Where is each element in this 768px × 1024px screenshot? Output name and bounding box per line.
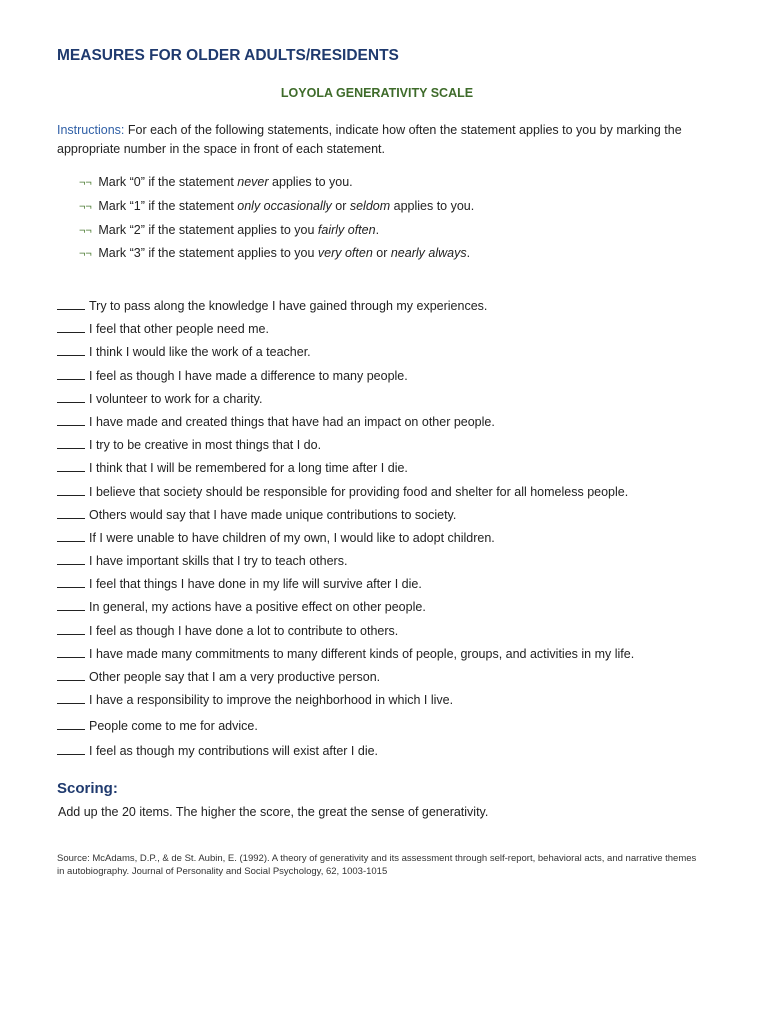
rating-key-text: applies to you. (390, 198, 475, 213)
statement-item (57, 716, 634, 742)
answer-blank[interactable] (57, 529, 85, 542)
instructions-paragraph (57, 121, 697, 159)
statement-text: Other people say that I am a very productive person. (89, 670, 381, 684)
rating-key-text: Mark “1” if the statement (94, 198, 238, 213)
bullet-icon: ¬¬ (79, 224, 92, 237)
statement-item (57, 366, 634, 389)
statement-item (57, 296, 634, 319)
scale-title: LOYOLA GENERATIVITY SCALE (280, 86, 474, 100)
statement-item (57, 389, 634, 412)
rating-key-item (79, 220, 474, 244)
instructions-text: For each of the following statements, indicate how often the statement applies to you by marking the appropriate number in the space in front of each statement. (57, 123, 682, 156)
statement-text: I have made and created things that have had an impact on other people. (89, 414, 495, 429)
statement-text: I feel as though my contributions will exist after I die. (89, 744, 379, 759)
statement-text: I have important skills that I try to teach others. (89, 554, 348, 569)
statement-item (57, 574, 634, 597)
statement-item (57, 644, 634, 667)
statement-text: I try to be creative in most things that I do. (89, 438, 322, 453)
answer-blank[interactable] (57, 483, 85, 496)
answer-blank[interactable] (57, 552, 85, 565)
answer-blank[interactable] (57, 645, 85, 658)
statement-item (57, 741, 634, 764)
statement-text: I feel that things I have done in my life will survive after I die. (89, 577, 422, 592)
rating-key-item (79, 172, 474, 196)
answer-blank[interactable] (57, 390, 85, 403)
statement-item (57, 551, 634, 574)
statement-item (57, 342, 634, 365)
page-title: MEASURES FOR OLDER ADULTS/RESIDENTS (57, 47, 399, 64)
rating-key-emphasis: fairly often (317, 222, 376, 237)
bullet-icon: ¬¬ (79, 177, 92, 189)
answer-blank[interactable] (57, 436, 85, 449)
statement-item (57, 597, 634, 620)
statement-text: I think I would like the work of a teacher. (89, 345, 311, 360)
rating-key-item (79, 243, 474, 267)
answer-blank[interactable] (57, 668, 85, 681)
answer-blank[interactable] (57, 691, 85, 704)
statement-item (57, 621, 634, 644)
answer-blank[interactable] (57, 343, 85, 356)
statement-item (57, 435, 634, 458)
answer-blank[interactable] (57, 320, 85, 333)
bullet-icon: ¬¬ (79, 248, 92, 261)
statement-text: I feel that other people need me. (89, 322, 269, 337)
rating-key-text: . (375, 222, 380, 237)
statement-text: I feel as though I have done a lot to contribute to others. (89, 623, 399, 638)
scoring-text: Add up the 20 items. The higher the score, the great the sense of generativity. (58, 805, 489, 819)
rating-key-emphasis: nearly always (390, 246, 467, 261)
instructions-label: Instructions: (57, 123, 125, 137)
source-citation: Source: McAdams, D.P., & de St. Aubin, E. (1992). A theory of generativity and its assessment through self-report, behavioral acts, and narrative themes in autobiography. Journal of Personality and Social Psychology, 62, 1003-1015 (57, 853, 697, 877)
rating-key-text: Mark “3” if the statement applies to you (94, 246, 318, 261)
statement-text: Try to pass along the knowledge I have gained through my experiences. (89, 299, 488, 313)
rating-key-emphasis: seldom (349, 198, 391, 213)
rating-key-emphasis: only occasionally (237, 198, 332, 213)
statement-list (57, 296, 634, 764)
bullet-icon: ¬¬ (79, 200, 92, 213)
statement-text: I believe that society should be responsible for providing food and shelter for all homeless people. (89, 484, 629, 499)
rating-key-text: or (372, 246, 391, 261)
statement-text: I feel as though I have made a difference to many people. (89, 368, 408, 383)
statement-text: In general, my actions have a positive effect on other people. (89, 600, 426, 615)
statement-item (57, 458, 634, 481)
rating-key-text: Mark “2” if the statement applies to you (94, 222, 318, 237)
answer-blank[interactable] (57, 413, 85, 426)
answer-blank[interactable] (57, 575, 85, 588)
rating-key-emphasis: never (237, 175, 269, 189)
answer-blank[interactable] (57, 297, 85, 310)
answer-blank[interactable] (57, 598, 85, 611)
statement-item (57, 528, 634, 551)
statement-text: Others would say that I have made unique contributions to society. (89, 507, 457, 522)
statement-text: People come to me for advice. (89, 718, 258, 733)
statement-item (57, 667, 634, 690)
statement-item (57, 482, 634, 505)
statement-text: If I were unable to have children of my own, I would like to adopt children. (89, 530, 495, 545)
rating-key-text: Mark “0” if the statement (94, 175, 238, 189)
rating-key-text: . (466, 246, 471, 261)
rating-key-emphasis: very often (317, 246, 373, 261)
statement-text: I think that I will be remembered for a long time after I die. (89, 461, 408, 476)
answer-blank[interactable] (57, 622, 85, 635)
statement-item (57, 412, 634, 435)
statement-text: I volunteer to work for a charity. (89, 391, 263, 406)
statement-item (57, 690, 634, 716)
answer-blank[interactable] (57, 717, 85, 730)
rating-key-item (79, 196, 474, 220)
rating-key-list (79, 172, 474, 267)
statement-item (57, 505, 634, 528)
statement-text: I have made many commitments to many different kinds of people, groups, and activities in my life. (89, 646, 635, 661)
answer-blank[interactable] (57, 506, 85, 519)
rating-key-text: applies to you. (268, 175, 353, 189)
scoring-heading: Scoring: (57, 780, 118, 797)
statement-item (57, 319, 634, 342)
rating-key-text: or (331, 198, 350, 213)
answer-blank[interactable] (57, 742, 85, 755)
statement-text: I have a responsibility to improve the neighborhood in which I live. (89, 693, 454, 708)
answer-blank[interactable] (57, 459, 85, 472)
answer-blank[interactable] (57, 367, 85, 380)
